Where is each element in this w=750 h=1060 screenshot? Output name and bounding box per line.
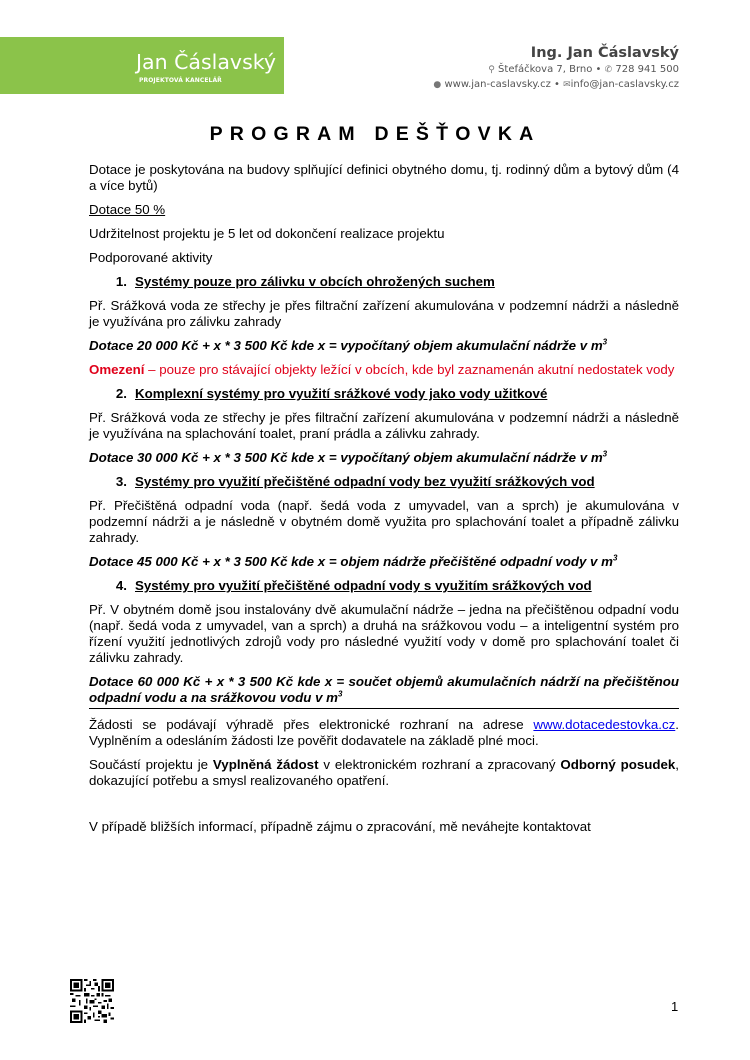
logo-subtitle: PROJEKTOVÁ KANCELÁŘ [139,77,222,84]
qr-code-icon [70,979,114,1023]
closing-text: V případě bližších informací, případně zájmu o zpracování, mě neváhejte kontaktovat [89,819,591,834]
contact-name: Ing. Jan Čáslavský [530,45,679,61]
section-2-text: Př. Srážková voda ze střechy je přes filtrační zařízení akumulována v podzemní nádrži a následně je využívána na splachování toalet, praní prádla a zálivku zahrady. [89,410,679,441]
page-number: 1 [671,999,679,1014]
section-2-formula: Dotace 30 000 Kč + x * 3 500 Kč kde x = vypočítaný objem akumulační nádrže v $m^3$ [89,449,608,465]
component-paragraph: Součástí projektu je Vyplněná žádost v elektronickém rozhraní a zpracovaný Odborný posudek, dokazující potřebu a smysl realizovaného opatření. [89,757,679,788]
company-logo [0,37,284,94]
section-heading-2: 2. Komplexní systémy pro využití srážkové vody jako vody užitkové [115,386,548,401]
application-paragraph: Žádosti se podávají výhradě přes elektronické rozhraní na adrese www.dotacedestovka.cz. Vyplněním a odesláním žádosti lze pověřit dodavatele na základě plné moci. [89,717,679,748]
contact-block [433,44,679,92]
section-heading-4: 4. Systémy pro využití přečištěné odpadní vody s využitím srážkových vod [115,578,592,593]
intro-paragraph: Dotace je poskytována na budovy splňující definici obytného domu, tj. rodinný dům a bytový dům (4 a více bytů) [89,162,679,193]
contact-address: Štefáčkova 7, Brno [498,64,593,75]
phone-icon: ✆ [604,65,613,75]
envelope-icon: ✉ [563,80,571,90]
sustainability-text: Udržitelnost projektu je 5 let od dokončení realizace projektu [89,226,445,241]
contact-web[interactable]: www.jan-caslavsky.cz [444,79,551,90]
location-pin-icon: ⚲ [488,65,495,75]
section-heading-3: 3. Systémy pro využití přečištěné odpadní vody bez využití srážkových vod [115,474,595,489]
activities-label: Podporované aktivity [89,250,213,265]
contact-address-line: ⚲ Štefáčkova 7, Brno • ✆ 728 941 500 [488,64,679,75]
logo-name: Jan Čáslavský [136,50,277,74]
application-link[interactable]: www.dotacedestovka.cz [533,717,676,732]
section-4-text: Př. V obytném domě jsou instalovány dvě akumulační nádrže – jedna na přečištěnou odpadní vodu (např. šedá voda z umyvadel, van a sprch) a druhá na srážkovou vodu – a inteligentní systém pro řízení využití jednotlivých zdrojů vody pro následné využití vody v domě pro splachování toalet či zálivku zahrady. [89,602,679,665]
section-3-text: Př. Přečištěná odpadní voda (např. šedá voda z umyvadel, van a sprch) je akumulována v podzemní nádrži a je následně v obytném domě využita pro splachování toalet a případně zálivku zahrady. [89,498,679,545]
section-1-restriction: Omezení – pouze pro stávající objekty ležící v obcích, kde byl zaznamenán akutní nedostatek vody [89,362,675,377]
page-title: PROGRAM DEŠŤOVKA [209,123,541,145]
contact-web-line: ● www.jan-caslavsky.cz • ✉info@jan-caslavsky.cz [433,79,679,90]
main-content [89,162,679,843]
section-1-text: Př. Srážková voda ze střechy je přes filtrační zařízení akumulována v podzemní nádrži a následně je využívána pro zálivku zahrady [89,298,679,329]
subsidy-rate: Dotace 50 % [89,202,166,217]
section-heading-1: 1. Systémy pouze pro zálivku v obcích ohrožených suchem [115,274,495,289]
section-4-formula: Dotace 60 000 Kč + x * 3 500 Kč kde x = součet objemů akumulačních nádrží na přečištěnou odpadní vodu a na srážkovou vodu v $m^3$ [89,674,679,709]
globe-icon: ● [433,80,442,90]
contact-email[interactable]: info@jan-caslavsky.cz [570,79,679,90]
contact-phone: 728 941 500 [615,64,679,75]
section-3-formula: Dotace 45 000 Kč + x * 3 500 Kč kde x = objem nádrže přečištěné odpadní vody v $m^3$ [89,553,618,569]
section-1-formula: Dotace 20 000 Kč + x * 3 500 Kč kde x = vypočítaný objem akumulační nádrže v $m^3$ [89,337,608,353]
